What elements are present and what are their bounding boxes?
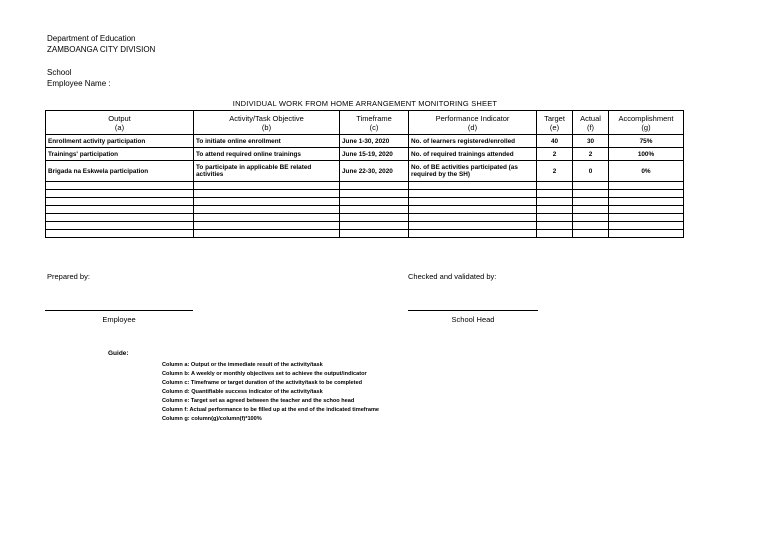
empty-cell[interactable] [340,182,409,190]
cell-actual[interactable]: 30 [573,135,609,148]
empty-cell[interactable] [340,222,409,230]
cell-target[interactable]: 40 [537,135,573,148]
empty-cell[interactable] [194,206,340,214]
guide-line: Column b: A weekly or monthly objectives set to achieve the output/indicator [162,371,367,377]
school-head-signature-label: School Head [451,315,495,324]
sheet-title: INDIVIDUAL WORK FROM HOME ARRANGEMENT MONITORING SHEET [232,99,498,108]
empty-cell[interactable] [609,206,684,214]
cell-timeframe[interactable]: June 22-30, 2020 [340,161,409,182]
empty-cell[interactable] [573,214,609,222]
school-label: School [47,68,72,77]
empty-row [46,198,684,206]
empty-cell[interactable] [194,222,340,230]
empty-cell[interactable] [46,230,194,238]
cell-target[interactable]: 2 [537,161,573,182]
employee-name-label: Employee Name : [47,79,111,88]
prepared-by-label: Prepared by: [47,272,90,281]
empty-cell[interactable] [194,182,340,190]
empty-cell[interactable] [340,230,409,238]
table-row [46,148,684,161]
empty-cell[interactable] [609,190,684,198]
column-header-target: Target (e) [537,111,573,135]
empty-cell[interactable] [609,182,684,190]
empty-cell[interactable] [537,214,573,222]
cell-timeframe[interactable]: June 1-30, 2020 [340,135,409,148]
table-row [46,135,684,148]
column-header-indicator: Performance Indicator (d) [409,111,537,135]
empty-cell[interactable] [46,222,194,230]
cell-activity[interactable]: To initiate online enrollment [194,135,340,148]
empty-row [46,182,684,190]
column-header-output: Output (a) [46,111,194,135]
empty-cell[interactable] [573,198,609,206]
empty-cell[interactable] [409,190,537,198]
cell-output[interactable]: Brigada na Eskwela participation [46,161,194,182]
guide-line: Column a: Output or the immediate result of the activity/task [162,362,323,368]
empty-cell[interactable] [537,206,573,214]
empty-row [46,222,684,230]
empty-cell[interactable] [573,182,609,190]
employee-signature-label: Employee [102,315,136,324]
document-header [47,33,155,55]
empty-cell[interactable] [46,182,194,190]
empty-cell[interactable] [537,198,573,206]
empty-cell[interactable] [573,230,609,238]
empty-cell[interactable] [194,198,340,206]
table-header-row [46,111,684,135]
cell-output[interactable]: Trainings' participation [46,148,194,161]
empty-cell[interactable] [46,198,194,206]
cell-timeframe[interactable]: June 15-19, 2020 [340,148,409,161]
empty-cell[interactable] [409,206,537,214]
empty-cell[interactable] [537,222,573,230]
table-row [46,161,684,182]
guide-line: Column e: Target set as agreed between the teacher and the schoo head [162,398,355,404]
empty-row [46,230,684,238]
empty-cell[interactable] [573,190,609,198]
empty-row [46,206,684,214]
empty-cell[interactable] [409,230,537,238]
monitoring-table [45,110,684,238]
empty-cell[interactable] [340,198,409,206]
cell-actual[interactable]: 0 [573,161,609,182]
empty-cell[interactable] [409,198,537,206]
column-header-actual: Actual (f) [573,111,609,135]
department-name: Department of Education [47,34,136,43]
guide-label: Guide: [108,350,129,357]
employee-info [47,67,111,89]
empty-cell[interactable] [609,222,684,230]
cell-indicator[interactable]: No. of BE activities participated (as required by the SH) [409,161,537,182]
empty-cell[interactable] [573,206,609,214]
guide-line: Column c: Timeframe or target duration of the activity/task to be completed [162,380,363,386]
guide-line: Column d: Quantifiable success indicator of the activity/task [162,389,323,395]
empty-cell[interactable] [340,190,409,198]
empty-row [46,214,684,222]
empty-cell[interactable] [340,206,409,214]
cell-target[interactable]: 2 [537,148,573,161]
empty-cell[interactable] [340,214,409,222]
school-head-signature-line[interactable] [408,310,538,311]
employee-signature-line[interactable] [45,310,193,311]
empty-cell[interactable] [46,190,194,198]
column-header-timeframe: Timeframe (c) [340,111,409,135]
cell-accomplishment[interactable]: 0% [609,161,684,182]
empty-cell[interactable] [194,230,340,238]
empty-cell[interactable] [46,214,194,222]
cell-accomplishment[interactable]: 100% [609,148,684,161]
empty-cell[interactable] [537,190,573,198]
empty-cell[interactable] [573,222,609,230]
cell-indicator[interactable]: No. of learners registered/enrolled [409,135,537,148]
column-header-activity: Activity/Task Objective (b) [194,111,340,135]
empty-cell[interactable] [409,182,537,190]
guide-notes [162,361,379,424]
empty-cell[interactable] [409,222,537,230]
empty-cell[interactable] [609,214,684,222]
cell-activity[interactable]: To attend required online trainings [194,148,340,161]
empty-cell[interactable] [537,182,573,190]
empty-cell[interactable] [194,190,340,198]
empty-cell[interactable] [609,198,684,206]
empty-row [46,190,684,198]
cell-actual[interactable]: 2 [573,148,609,161]
cell-output[interactable]: Enrollment activity participation [46,135,194,148]
cell-indicator[interactable]: No. of required trainings attended [409,148,537,161]
guide-line: Column g: column(g)/column(f)*100% [162,416,262,422]
empty-cell[interactable] [46,206,194,214]
guide-line: Column f: Actual performance to be filled up at the end of the indicated timeframe [162,407,380,413]
column-header-accomplishment: Accomplishment (g) [609,111,684,135]
cell-activity[interactable]: To participate in applicable BE related activities [194,161,340,182]
empty-cell[interactable] [194,214,340,222]
empty-cell[interactable] [537,230,573,238]
division-name: ZAMBOANGA CITY DIVISION [47,45,156,54]
empty-cell[interactable] [609,230,684,238]
empty-cell[interactable] [409,214,537,222]
checked-by-label: Checked and validated by: [408,272,497,281]
cell-accomplishment[interactable]: 75% [609,135,684,148]
